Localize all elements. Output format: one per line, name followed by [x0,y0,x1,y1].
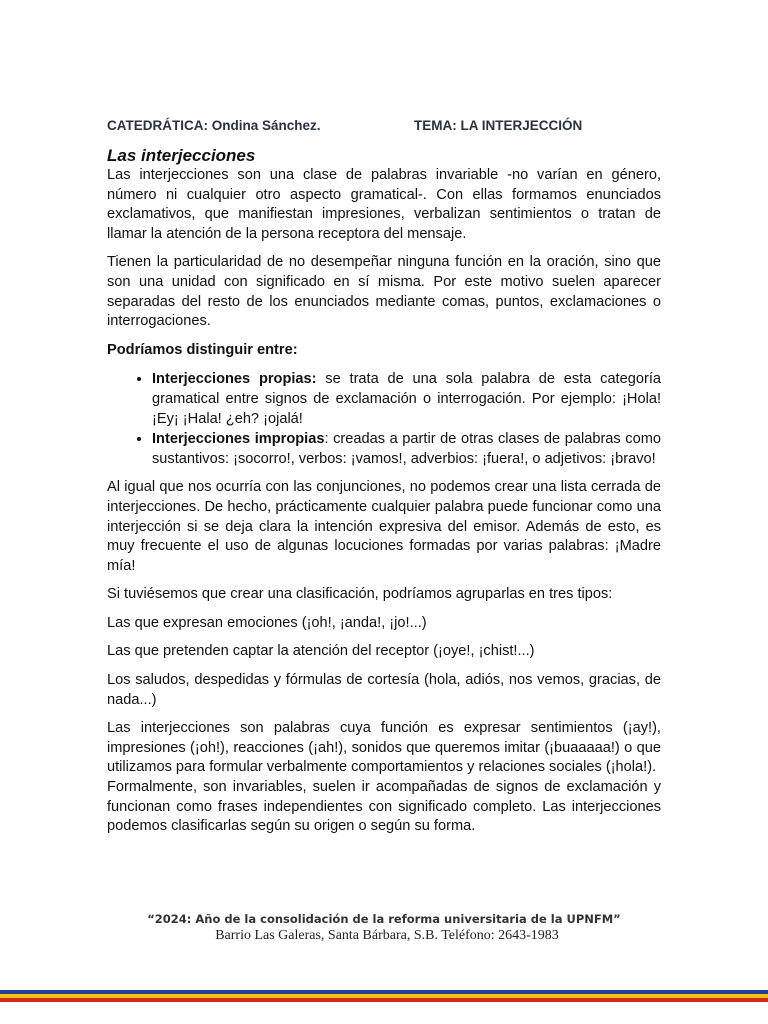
paragraph-attention: Las que pretenden captar la atención del receptor (¡oye!, ¡chist!...) [107,643,535,660]
list-term: Interjecciones impropias [152,431,325,448]
paragraph-particularity: Tienen la particularidad de no desempeñar ninguna función en la oración, sino que son una unidad con significado en sí misma. Por este motivo suelen aparecer separadas del resto de los enunciados mediante comas, puntos, exclamaciones o interrogaciones. [107,254,661,330]
paragraph-function: Las interjecciones son palabras cuya función es expresar sentimientos (¡ay!), impresiones (¡oh!), reacciones (¡ah!), sonidos que queremos imitar (¡buaaaaa!) o que utilizamos para formular verbalmente comportamientos y relaciones sociales (¡hola!). [107,720,661,776]
interjection-types-list [107,369,661,469]
stripe-red [0,998,768,1002]
footer-slogan: “2024: Año de la consolidación de la reforma universitaria de la UPNFM” [147,912,621,926]
footer-address: Barrio Las Galeras, Santa Bárbara, S.B. Teléfono: 2643-1983 [215,928,559,943]
paragraph-emotions: Las que expresan emociones (¡oh!, ¡anda!, ¡jo!...) [107,614,427,631]
paragraph-classification: Si tuviésemos que crear una clasificación, podríamos agruparlas en tres tipos: [107,586,613,603]
teacher-label: CATEDRÁTICA: Ondina Sánchez. [107,118,321,133]
list-item-improper [152,429,661,469]
list-term: Interjecciones propias: [152,371,317,388]
list-text: : creadas a partir de otras clases de palabras como sustantivos: ¡socorro!, verbos: ¡vamos!, adverbios: ¡fuera!, o adjetivos: ¡bravo! [152,431,661,467]
paragraph-intro: Las interjecciones son una clase de palabras invariable -no varían en género, número ni cualquier otro aspecto gramatical-. Con ellas formamos enunciados exclamativos, que manifiestan impresiones, verbalizan sentimientos o tratan de llamar la atención de la persona receptora del mensaje. [107,167,661,242]
paragraph-formal: Formalmente, son invariables, suelen ir acompañadas de signos de exclamación y funcionan como frases independientes con significado completo. Las interjecciones podemos clasificarlas según su origen o según su forma. [107,779,661,835]
topic-label: TEMA: LA INTERJECCIÓN [414,118,583,133]
paragraph-greetings: Los saludos, despedidas y fórmulas de cortesía (hola, adiós, nos vemos, gracias, de nada...) [107,672,661,708]
footer-color-stripes [0,990,768,1002]
list-item-proper [152,369,661,429]
paragraph-distinguish-heading: Podríamos distinguir entre: [107,341,298,358]
page-footer [0,912,768,944]
paragraph-conjunctions: Al igual que nos ocurría con las conjunciones, no podemos crear una lista cerrada de interjecciones. De hecho, prácticamente cualquier palabra puede funcionar como una interjección si se deja clara la intención expresiva del emisor. Además de esto, es muy frecuente el uso de algunas locuciones formadas por varias palabras: ¡Madre mía! [107,479,661,574]
list-text: se trata de una sola palabra de esta categoría gramatical entre signos de exclamación o interrogación. Por ejemplo: ¡Hola! ¡Ey¡ ¡Hala! ¿eh? ¡ojalá! [152,371,661,427]
section-title: Las interjecciones [107,146,256,165]
document-header [107,118,661,133]
document-body [107,146,661,846]
